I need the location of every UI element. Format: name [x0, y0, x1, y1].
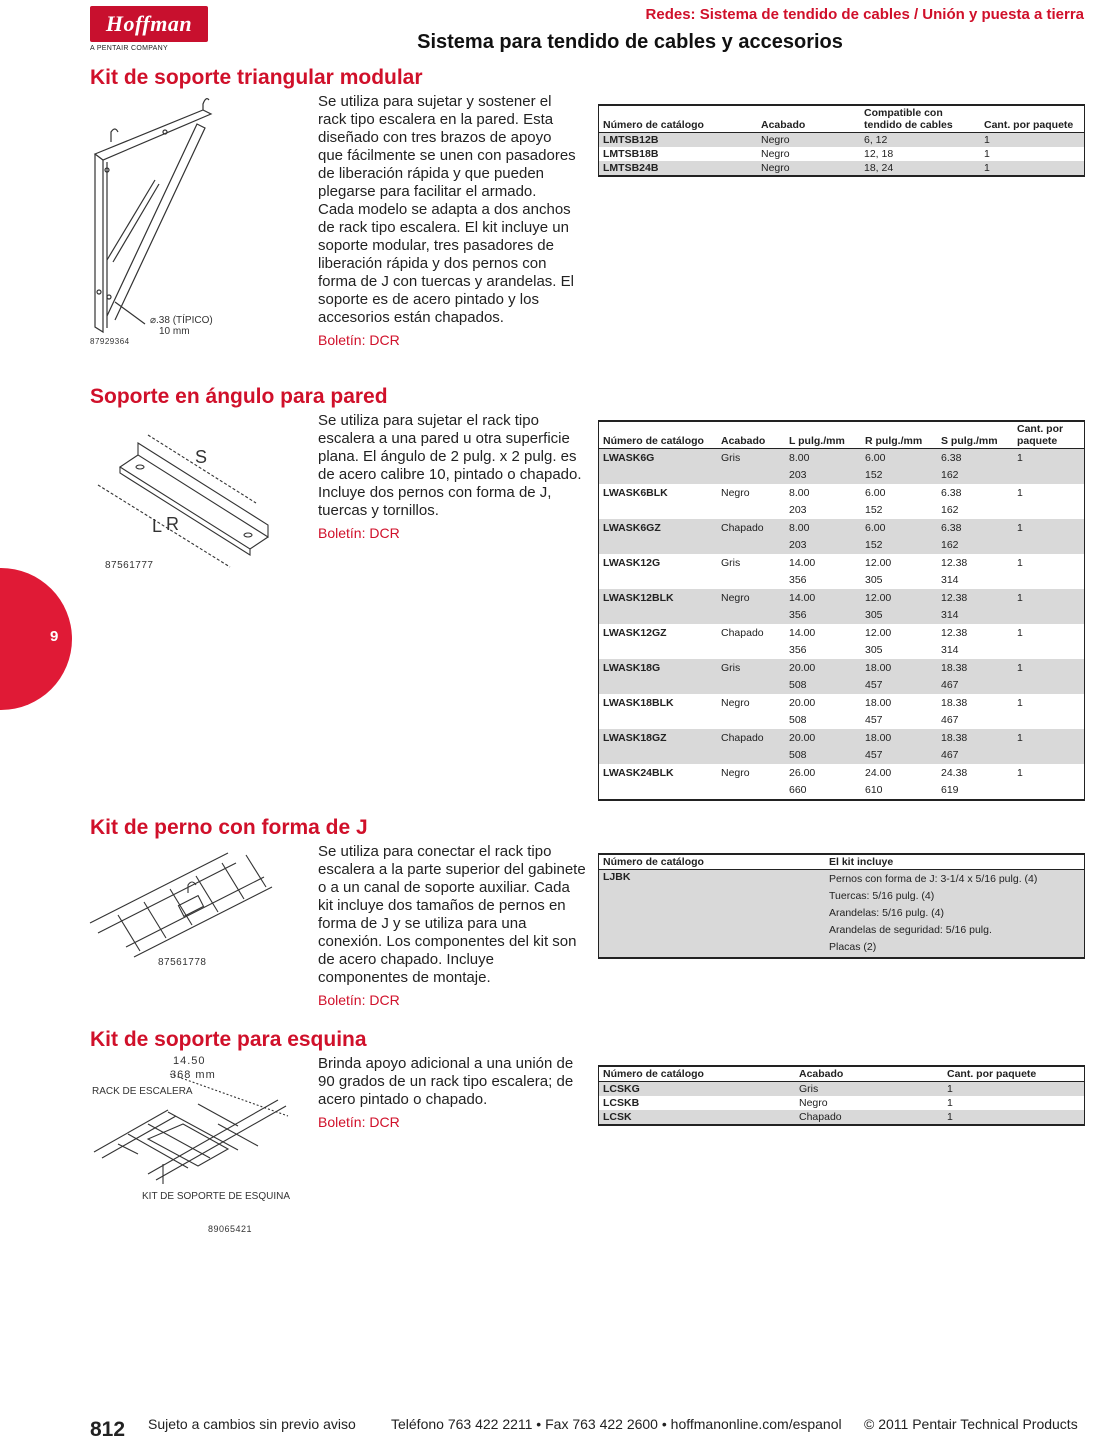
cell-value: LWASK24BLK	[603, 767, 674, 779]
cell-catalog: LCSKG	[599, 1082, 796, 1097]
cell-value: 14.00	[789, 557, 816, 569]
cell-catalog	[599, 729, 718, 764]
cell-value: LWASK6G	[603, 452, 655, 464]
cell	[861, 624, 937, 659]
figure-code: 89065421	[208, 1224, 253, 1234]
table-j-bolt-kit	[598, 853, 1085, 959]
cell	[785, 764, 861, 800]
cell-value: 1	[1017, 767, 1023, 779]
cell-value: 18.00	[865, 697, 892, 709]
cell	[937, 519, 1013, 554]
cell-value: Gris	[721, 452, 741, 464]
cell-value: 152	[865, 538, 883, 551]
description-corner-support-kit	[318, 1055, 588, 1131]
cell-catalog	[599, 694, 718, 729]
cell: Negro	[799, 1097, 828, 1109]
cell-value: LWASK12G	[603, 557, 661, 569]
kit-item: Arandelas de seguridad: 5/16 pulg.	[829, 924, 992, 936]
kit-item: Pernos con forma de J: 3-1/4 x 5/16 pulg. (4)	[829, 873, 1038, 885]
cell	[1013, 554, 1085, 589]
cell-value: 24.00	[865, 767, 892, 779]
table-row	[599, 133, 1085, 148]
cell	[785, 659, 861, 694]
cell-catalog	[599, 484, 718, 519]
figure-code: 87929364	[90, 337, 130, 346]
cell	[1013, 519, 1085, 554]
cell-value: 660	[789, 783, 807, 796]
cell-value: 1	[1017, 557, 1023, 569]
corner-support-figure	[88, 1054, 298, 1239]
cell-value: Negro	[721, 592, 750, 604]
col-header: Cant. por paquete	[980, 105, 1085, 133]
cell	[937, 449, 1013, 485]
cell-value: 18.38	[941, 732, 968, 744]
col-header: El kit incluye	[825, 854, 1085, 870]
j-bolt-figure	[88, 845, 278, 970]
cell	[717, 554, 785, 589]
table-row	[599, 694, 1085, 729]
table-row	[599, 1110, 1085, 1125]
description-triangular-bracket	[318, 93, 576, 349]
cell	[717, 694, 785, 729]
cell-value: 18.00	[865, 732, 892, 744]
cell-value: 20.00	[789, 732, 816, 744]
cell-catalog	[599, 624, 718, 659]
dim-label-r: R	[166, 514, 179, 534]
cell-value: 356	[789, 608, 807, 621]
col-header: Número de catálogo	[599, 854, 826, 870]
cell	[937, 729, 1013, 764]
cell-value: Negro	[721, 767, 750, 779]
table-row	[599, 764, 1085, 800]
bulletin-link[interactable]: Boletín: DCR	[318, 332, 400, 348]
cell-value: Gris	[721, 557, 741, 569]
cell: 18, 24	[860, 161, 980, 176]
figure-code: 87561778	[158, 957, 207, 968]
cell	[785, 484, 861, 519]
cell-value: 162	[941, 503, 959, 516]
cell-value: 6.38	[941, 452, 962, 464]
cell: Chapado	[795, 1110, 943, 1125]
cell: 1	[980, 161, 1085, 176]
col-header: Cant. por paquete	[1013, 421, 1085, 449]
dim-label-s: S	[195, 447, 208, 467]
table-row	[599, 1096, 1085, 1110]
cell	[937, 484, 1013, 519]
cell-value: Negro	[721, 697, 750, 709]
cell-value: Gris	[721, 662, 741, 674]
cell-catalog	[599, 519, 718, 554]
cell: 1	[984, 148, 990, 160]
cell-value: 1	[1017, 522, 1023, 534]
cell-value: 18.38	[941, 697, 968, 709]
heading-corner-support-kit: Kit de soporte para esquina	[90, 1028, 367, 1051]
cell-value: LWASK6GZ	[603, 522, 661, 534]
cell	[785, 624, 861, 659]
cell: Negro	[757, 133, 860, 148]
cell-catalog: LCSK	[599, 1110, 796, 1125]
table-row	[599, 519, 1085, 554]
cell-catalog: LMTSB18B	[603, 148, 659, 160]
cell	[861, 659, 937, 694]
cell-value: LWASK12GZ	[603, 627, 667, 639]
cell	[1013, 624, 1085, 659]
cell-value: Negro	[721, 487, 750, 499]
cell	[1013, 659, 1085, 694]
wall-angle-figure	[90, 415, 280, 575]
cell	[1013, 764, 1085, 800]
cell-value: Chapado	[721, 627, 764, 639]
cell-value: 162	[941, 468, 959, 481]
logo-subtitle: A PENTAIR COMPANY	[90, 45, 168, 52]
table-row	[599, 624, 1085, 659]
cell-value: 14.00	[789, 627, 816, 639]
cell-value: 457	[865, 713, 883, 726]
cell-value: 26.00	[789, 767, 816, 779]
logo-text: Hoffman	[105, 11, 193, 36]
col-header: Número de catálogo	[599, 1066, 796, 1082]
cell	[861, 554, 937, 589]
col-header: Número de catálogo	[599, 105, 758, 133]
cell	[1013, 729, 1085, 764]
description-text: Brinda apoyo adicional a una unión de 90 grados de un rack tipo escalera; de acero pintado o chapado.	[318, 1055, 574, 1108]
cell-value: 18.38	[941, 662, 968, 674]
fig-dim-label: 14.50	[173, 1055, 206, 1067]
cell	[785, 449, 861, 485]
table-row	[599, 161, 1085, 176]
fig-label-rack: RACK DE ESCALERA	[92, 1086, 193, 1097]
table-row	[599, 659, 1085, 694]
cell	[717, 484, 785, 519]
table-wall-angle-bracket	[598, 420, 1085, 801]
cell-catalog: LMTSB12B	[599, 133, 758, 148]
cell-value: 314	[941, 573, 959, 586]
cell	[1013, 449, 1085, 485]
page-number: 812	[90, 1418, 126, 1441]
cell	[937, 554, 1013, 589]
cell-value: LWASK12BLK	[603, 592, 674, 604]
table-row	[599, 870, 1085, 959]
cell: Gris	[795, 1082, 943, 1097]
cell	[785, 519, 861, 554]
cell-value: 8.00	[789, 522, 810, 534]
fig-dim-label-mm: 10 mm	[159, 326, 190, 337]
cell: Negro	[757, 161, 860, 176]
cell-value: 619	[941, 783, 959, 796]
description-j-bolt-kit	[318, 843, 588, 1009]
cell	[861, 519, 937, 554]
description-text: Se utiliza para conectar el rack tipo escalera a la parte superior del gabinete o a un canal de soporte auxiliar. Cada kit incluye dos tamaños de pernos en forma de J y se utiliza para una conexión. Los componentes del kit son de acero chapado. Incluye componentes de montaje.	[318, 843, 586, 986]
chapter-tab	[0, 568, 72, 710]
cell: 1	[980, 133, 1085, 148]
cell-catalog	[599, 554, 718, 589]
cell-value: 610	[865, 783, 883, 796]
table-row	[599, 449, 1085, 485]
footer-copyright: © 2011 Pentair Technical Products	[864, 1416, 1078, 1432]
cell: 12, 18	[864, 148, 894, 160]
figure-code: 87561777	[105, 560, 154, 571]
cell-value: Chapado	[721, 522, 764, 534]
cell-value: 203	[789, 538, 807, 551]
cell	[717, 729, 785, 764]
cell	[861, 729, 937, 764]
cell	[861, 764, 937, 800]
cell-kit-items	[825, 870, 1085, 959]
bulletin-link[interactable]: Boletín: DCR	[318, 525, 400, 541]
cell-catalog: LJBK	[599, 870, 826, 959]
cell	[717, 449, 785, 485]
cell	[937, 589, 1013, 624]
bulletin-link[interactable]: Boletín: DCR	[318, 1114, 400, 1130]
description-text: Se utiliza para sujetar y sostener el rack tipo escalera en la pared. Esta diseñado con tres brazos de apoyo que fácilmente se unen con pasadores de liberación rápida y que pueden plegarse para facilitar el armado. Cada modelo se adapta a dos anchos de rack tipo escalera. El kit incluye un soporte modular, tres pasadores de liberación rápida y dos pernos con forma de J con tuercas y arandelas. El soporte es de acero pintado y los accesorios están chapados.	[318, 93, 576, 326]
cell-value: 356	[789, 643, 807, 656]
cell-value: 203	[789, 503, 807, 516]
cell-value: LWASK18GZ	[603, 732, 667, 744]
cell-catalog	[599, 659, 718, 694]
cell-value: 1	[1017, 662, 1023, 674]
table-row	[599, 554, 1085, 589]
cell	[717, 624, 785, 659]
description-text: Se utiliza para sujetar el rack tipo escalera a una pared u otra superficie plana. El ángulo de 2 pulg. x 2 pulg. es de acero calibre 10, pintado o chapado. Incluye dos pernos con forma de J, tuercas y tornillos.	[318, 412, 582, 519]
cell-value: 24.38	[941, 767, 968, 779]
cell-value: 152	[865, 503, 883, 516]
cell: 1	[943, 1110, 1085, 1125]
cell-value: 8.00	[789, 487, 810, 499]
footer-notice: Sujeto a cambios sin previo aviso	[148, 1416, 356, 1432]
cell-catalog	[599, 589, 718, 624]
cell-value: 314	[941, 608, 959, 621]
cell-value: 6.38	[941, 522, 962, 534]
description-wall-angle-bracket	[318, 412, 588, 542]
cell	[717, 659, 785, 694]
table-triangular-bracket	[598, 104, 1085, 177]
cell-value: 314	[941, 643, 959, 656]
cell	[1013, 694, 1085, 729]
cell	[785, 589, 861, 624]
cell-value: 457	[865, 678, 883, 691]
table-row	[599, 147, 1085, 161]
cell-value: 1	[1017, 732, 1023, 744]
cell	[861, 449, 937, 485]
cell-value: 6.00	[865, 487, 886, 499]
table-corner-support-kit	[598, 1065, 1085, 1126]
cell-value: 12.00	[865, 627, 892, 639]
cell	[937, 659, 1013, 694]
cell-value: 305	[865, 643, 883, 656]
cell-value: 467	[941, 713, 959, 726]
cell: Negro	[761, 148, 790, 160]
page-title: Sistema para tendido de cables y accesorios	[417, 31, 843, 53]
cell-value: 457	[865, 748, 883, 761]
cell-value: 20.00	[789, 697, 816, 709]
cell-value: 467	[941, 748, 959, 761]
dim-label-l: L	[152, 516, 163, 536]
cell-value: 6.00	[865, 452, 886, 464]
cell-value: 6.00	[865, 522, 886, 534]
table-row	[599, 589, 1085, 624]
cell	[785, 729, 861, 764]
cell-value: 1	[1017, 487, 1023, 499]
cell	[861, 484, 937, 519]
cell-value: 508	[789, 678, 807, 691]
col-header: Acabado	[757, 105, 860, 133]
col-header: Acabado	[795, 1066, 943, 1082]
col-header: Número de catálogo	[599, 421, 718, 449]
col-header: S pulg./mm	[937, 421, 1013, 449]
section-title: Redes: Sistema de tendido de cables / Unión y puesta a tierra	[645, 6, 1084, 23]
cell: 6, 12	[860, 133, 980, 148]
cell	[717, 589, 785, 624]
footer-contact[interactable]: Teléfono 763 422 2211 • Fax 763 422 2600 • hoffmanonline.com/espanol	[391, 1416, 842, 1432]
cell-value: 356	[789, 573, 807, 586]
cell-value: 305	[865, 573, 883, 586]
fig-dim-label: ⌀.38 (TÍPICO)	[150, 315, 213, 326]
table-row	[599, 484, 1085, 519]
cell-value: 12.38	[941, 592, 968, 604]
fig-dim-label-mm: 368 mm	[170, 1069, 216, 1081]
cell: 1	[947, 1097, 953, 1109]
cell	[937, 624, 1013, 659]
cell-value: LWASK6BLK	[603, 487, 668, 499]
cell-value: 12.38	[941, 627, 968, 639]
cell-value: 467	[941, 678, 959, 691]
cell	[717, 764, 785, 800]
cell-value: LWASK18G	[603, 662, 661, 674]
cell: 1	[943, 1082, 1085, 1097]
table-row	[599, 729, 1085, 764]
cell-value: 8.00	[789, 452, 810, 464]
col-header: Acabado	[717, 421, 785, 449]
cell-value: 508	[789, 748, 807, 761]
cell	[717, 519, 785, 554]
col-header: L pulg./mm	[785, 421, 861, 449]
cell	[937, 694, 1013, 729]
cell-value: 305	[865, 608, 883, 621]
cell-value: 1	[1017, 627, 1023, 639]
table-row	[599, 1082, 1085, 1097]
cell-value: 18.00	[865, 662, 892, 674]
kit-item: Arandelas: 5/16 pulg. (4)	[829, 907, 944, 919]
cell	[861, 694, 937, 729]
kit-item: Tuercas: 5/16 pulg. (4)	[829, 890, 935, 902]
kit-item: Placas (2)	[829, 941, 877, 953]
heading-j-bolt-kit: Kit de perno con forma de J	[90, 816, 368, 839]
cell-value: 1	[1017, 697, 1023, 709]
cell	[785, 694, 861, 729]
cell	[1013, 589, 1085, 624]
cell	[937, 764, 1013, 800]
cell-value: 12.00	[865, 592, 892, 604]
cell-value: 203	[789, 468, 807, 481]
fig-label-kit: KIT DE SOPORTE DE ESQUINA	[142, 1191, 290, 1202]
heading-wall-angle-bracket: Soporte en ángulo para pared	[90, 385, 388, 408]
cell-catalog	[599, 449, 718, 485]
cell-catalog	[599, 764, 718, 800]
cell-catalog: LCSKB	[603, 1097, 640, 1109]
cell-value: 12.00	[865, 557, 892, 569]
cell-value: 1	[1017, 452, 1023, 464]
cell-value: Chapado	[721, 732, 764, 744]
cell-value: 152	[865, 468, 883, 481]
bulletin-link[interactable]: Boletín: DCR	[318, 992, 400, 1008]
cell-value: 508	[789, 713, 807, 726]
cell	[785, 554, 861, 589]
chapter-number: 9	[50, 628, 59, 645]
cell-value: 162	[941, 538, 959, 551]
cell-value: LWASK18BLK	[603, 697, 674, 709]
triangular-bracket-figure	[85, 92, 245, 352]
cell-catalog: LMTSB24B	[599, 161, 758, 176]
cell	[1013, 484, 1085, 519]
col-header: R pulg./mm	[861, 421, 937, 449]
cell-value: 20.00	[789, 662, 816, 674]
cell-value: 1	[1017, 592, 1023, 604]
cell-value: 12.38	[941, 557, 968, 569]
col-header: Compatible con tendido de cables	[860, 105, 980, 133]
cell	[861, 589, 937, 624]
heading-triangular-bracket: Kit de soporte triangular modular	[90, 66, 423, 89]
cell-value: 6.38	[941, 487, 962, 499]
col-header: Cant. por paquete	[943, 1066, 1085, 1082]
cell-value: 14.00	[789, 592, 816, 604]
